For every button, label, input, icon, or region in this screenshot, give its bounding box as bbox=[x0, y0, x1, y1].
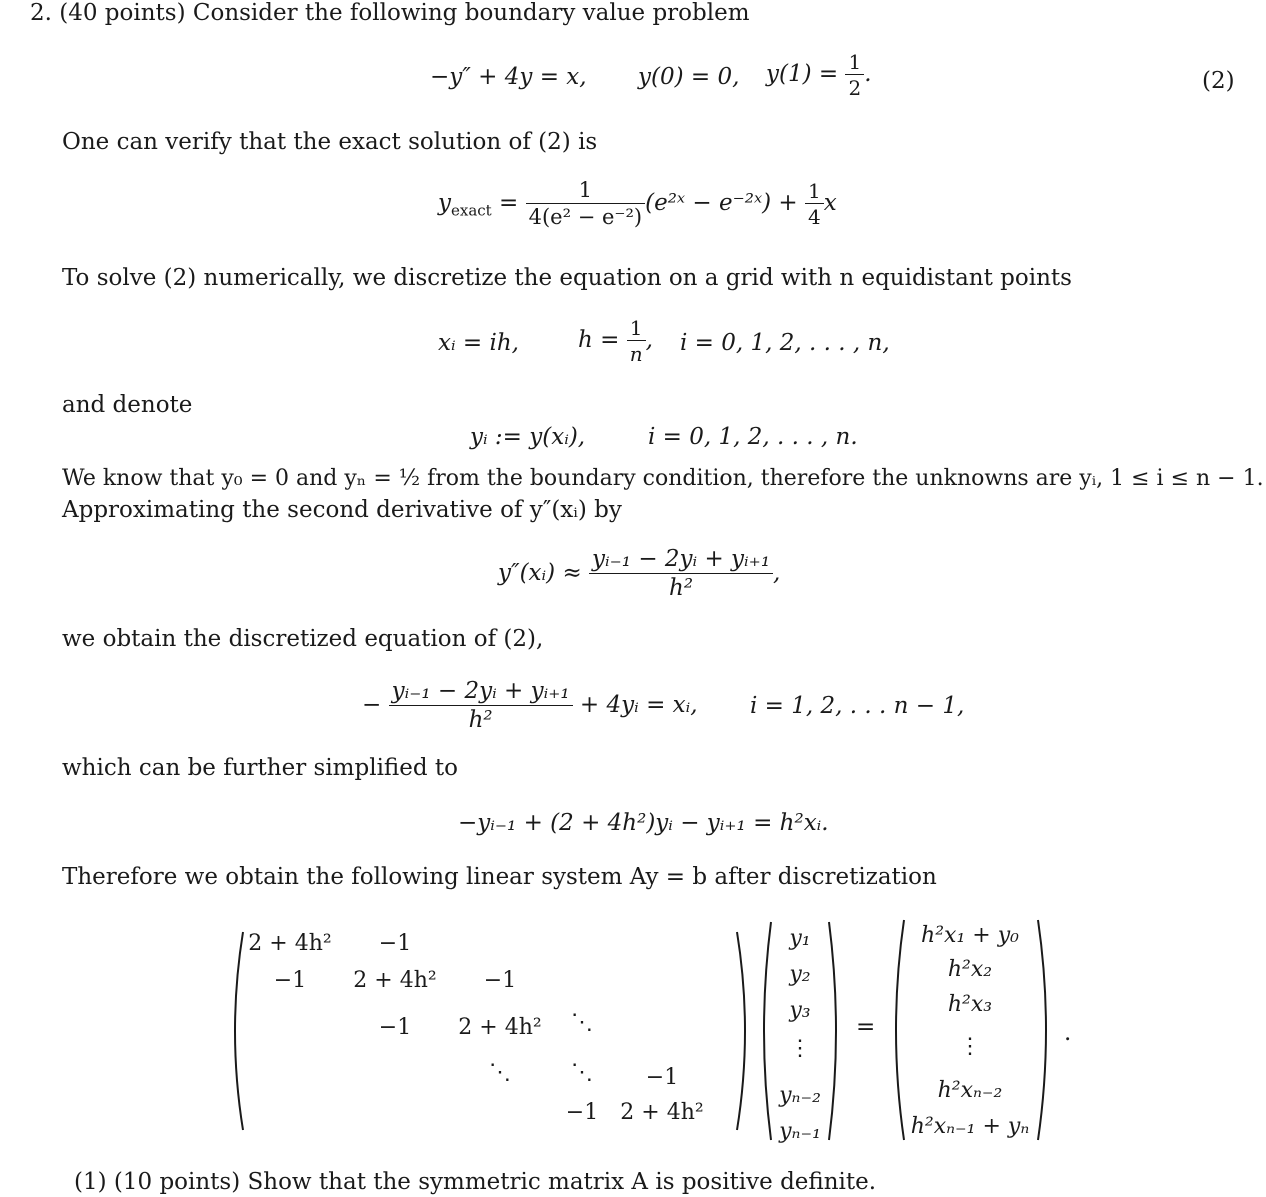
matrix-cell: ⋱ bbox=[571, 1010, 593, 1035]
bc-right-fraction bbox=[845, 52, 864, 98]
exact-fraction-1 bbox=[526, 180, 645, 228]
bc-right-lhs: y(1) = bbox=[766, 61, 839, 87]
exact-eq: = bbox=[499, 190, 519, 216]
matrix-cell: −1 bbox=[273, 968, 307, 993]
step-size-end: , bbox=[645, 327, 653, 353]
exact-intro: One can verify that the exact solution of (2) is bbox=[62, 129, 598, 155]
step-size-num: 1 bbox=[627, 318, 646, 341]
matrix-cell: 2 + 4h² bbox=[620, 1100, 704, 1125]
grid-range: i = 0, 1, 2, . . . , n, bbox=[680, 330, 890, 356]
discrete-range: i = 1, 2, . . . n − 1, bbox=[750, 693, 965, 719]
approx-den: h² bbox=[669, 575, 694, 601]
exact-middle: (e²ˣ − e⁻²ˣ) + bbox=[645, 190, 798, 216]
matrix-cell: −1 bbox=[645, 1065, 679, 1090]
discrete-rest: + 4yᵢ = xᵢ, bbox=[579, 692, 698, 718]
vector-y-entry: yₙ₋₂ bbox=[779, 1083, 821, 1108]
bc-right-den: 2 bbox=[848, 76, 862, 100]
boundary-text-line1: We know that y₀ = 0 and yₙ = ½ from the boundary condition, therefore the unknowns are yᵢ, 1 ≤ i ≤ n − 1. bbox=[62, 466, 1264, 491]
yi-definition: yᵢ := y(xᵢ), bbox=[470, 424, 586, 450]
matrix-cell: 2 + 4h² bbox=[248, 931, 332, 956]
matrix-cell: ⋱ bbox=[571, 1060, 593, 1085]
step-size-fraction bbox=[627, 318, 646, 364]
step-size bbox=[578, 318, 653, 364]
matrix-cell: 2 + 4h² bbox=[353, 968, 437, 993]
simplified-intro: which can be further simplified to bbox=[62, 755, 458, 781]
discrete-fraction bbox=[389, 680, 573, 732]
system-end: . bbox=[1064, 1020, 1072, 1046]
vector-b-entry: h²x₂ bbox=[947, 957, 993, 982]
discretize-intro: To solve (2) numerically, we discretize the equation on a grid with n equidistant points bbox=[62, 265, 1072, 291]
boundary-condition-left: y(0) = 0, bbox=[638, 64, 740, 90]
question-part1: (1) (10 points) Show that the symmetric matrix A is positive definite. bbox=[74, 1169, 877, 1195]
equation-number: (2) bbox=[1202, 68, 1235, 94]
boundary-condition-right bbox=[766, 52, 872, 98]
approx-num: yᵢ₋₁ − 2yᵢ + yᵢ₊₁ bbox=[589, 548, 773, 574]
exact-tail: x bbox=[823, 190, 837, 216]
discrete-minus: − bbox=[362, 692, 382, 718]
system-equals: = bbox=[856, 1014, 876, 1040]
ode-equation: −y″ + 4y = x, bbox=[430, 64, 587, 90]
bc-right-num: 1 bbox=[845, 52, 864, 75]
matrix-cell: −1 bbox=[378, 931, 412, 956]
vector-y-entry: y₂ bbox=[789, 962, 811, 987]
exact-lhs-sub: exact bbox=[451, 201, 492, 220]
vector-b-entry: h²xₙ₋₂ bbox=[937, 1078, 1003, 1103]
exact-solution bbox=[438, 180, 837, 228]
exact-frac1-num: 1 bbox=[526, 180, 645, 204]
denote-text: and denote bbox=[62, 392, 193, 418]
vector-b-entry: ⋮ bbox=[959, 1034, 981, 1059]
vector-y-entry: y₃ bbox=[789, 998, 811, 1023]
matrix-cell: −1 bbox=[565, 1100, 599, 1125]
discrete-num: yᵢ₋₁ − 2yᵢ + yᵢ₊₁ bbox=[389, 680, 573, 706]
approx-lhs: y″(xᵢ) ≈ bbox=[498, 560, 582, 586]
vector-b-entry: h²xₙ₋₁ + yₙ bbox=[910, 1114, 1030, 1139]
step-size-den: n bbox=[629, 342, 643, 366]
step-size-lhs: h = bbox=[578, 327, 620, 353]
matrix-cell: ⋱ bbox=[489, 1060, 511, 1085]
problem-header: 2. (40 points) Consider the following boundary value problem bbox=[30, 0, 750, 26]
matrix-cell: −1 bbox=[483, 968, 517, 993]
second-derivative-approx bbox=[498, 548, 780, 600]
boundary-text-line2: Approximating the second derivative of y″(xᵢ) by bbox=[62, 497, 622, 523]
matrix-cell: 2 + 4h² bbox=[458, 1015, 542, 1040]
exact-frac2-num: 1 bbox=[805, 181, 824, 204]
exact-fraction-2 bbox=[805, 181, 824, 227]
discrete-den: h² bbox=[468, 707, 493, 733]
vector-y-entry: y₁ bbox=[789, 926, 811, 951]
vector-b-entry: h²x₁ + y₀ bbox=[921, 923, 1019, 948]
yi-range: i = 0, 1, 2, . . . , n. bbox=[648, 424, 858, 450]
vector-y-parens bbox=[755, 918, 845, 1144]
vector-y-entry: ⋮ bbox=[789, 1036, 811, 1061]
vector-y-entry: yₙ₋₁ bbox=[779, 1119, 821, 1144]
discrete-equation bbox=[362, 680, 698, 732]
linear-system-intro: Therefore we obtain the following linear system Ay = b after discretization bbox=[62, 864, 937, 890]
exact-frac2-den: 4 bbox=[807, 205, 821, 229]
exact-lhs: y bbox=[438, 190, 451, 216]
exact-frac1-den: 4(e² − e⁻²) bbox=[528, 205, 643, 229]
grid-point: xᵢ = ih, bbox=[438, 330, 519, 356]
discrete-eq-intro: we obtain the discretized equation of (2), bbox=[62, 626, 544, 652]
vector-b-entry: h²x₃ bbox=[947, 992, 993, 1017]
approx-end: , bbox=[773, 560, 781, 586]
approx-fraction bbox=[589, 548, 773, 600]
simplified-equation: −yᵢ₋₁ + (2 + 4h²)yᵢ − yᵢ₊₁ = h²xᵢ. bbox=[458, 810, 829, 836]
vector-b-parens bbox=[886, 916, 1056, 1144]
matrix-cell: −1 bbox=[378, 1015, 412, 1040]
bc-right-end: . bbox=[864, 61, 872, 87]
